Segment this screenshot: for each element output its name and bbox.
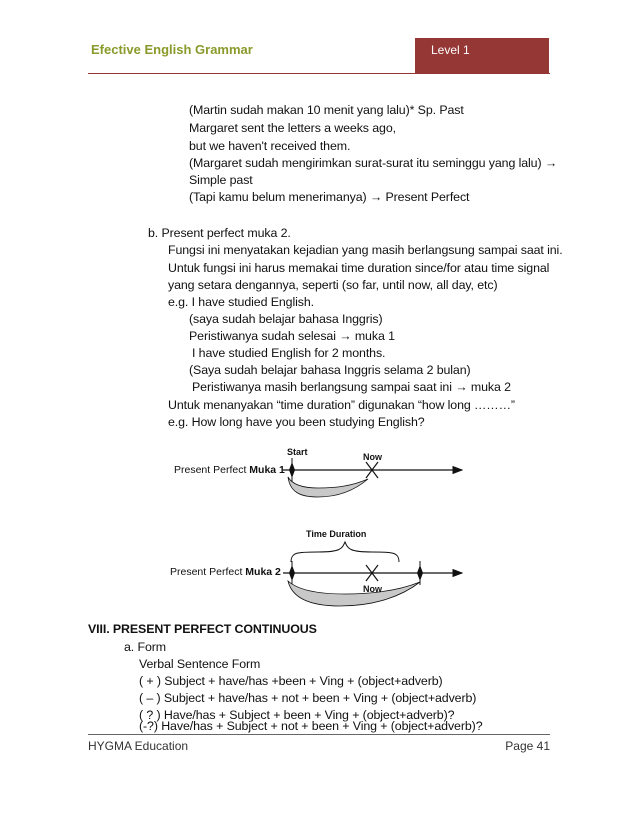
text-line: (Saya sudah belajar bahasa Inggris selama 2 bulan): [189, 363, 471, 377]
text-line: e.g. How long have you been studying English?: [168, 415, 425, 429]
now-label: Now: [363, 452, 382, 462]
formula-line: ( ? ) Have/has + Subject + been + Ving + (object+adverb)?: [139, 708, 455, 722]
now-label: Now: [363, 584, 382, 594]
section-heading: VIII. PRESENT PERFECT CONTINUOUS: [88, 622, 317, 636]
text-line: Margaret sent the letters a weeks ago,: [189, 121, 396, 135]
diagram-label-muka-2: Present Perfect Muka 2: [170, 566, 281, 578]
text-line: I have studied English for 2 months.: [192, 346, 386, 360]
text-line: Simple past: [189, 173, 253, 187]
diagram-label-muka-1: Present Perfect Muka 1: [174, 464, 285, 476]
subsection-heading: a. Form: [124, 640, 166, 654]
text-line: yang setara dengannya, seperti (so far, until now, all day, etc): [168, 278, 498, 292]
duration-arc: [288, 477, 368, 497]
text-line: Untuk menanyakan “time duration” digunakan “how long ………”: [168, 398, 515, 412]
timeline-muka-1: [283, 458, 462, 497]
text-line: (Tapi kamu belum menerimanya) → Present Perfect: [189, 190, 470, 204]
page-number: Page 41: [505, 739, 550, 753]
text-line: Fungsi ini menyatakan kejadian yang masih berlangsung sampai saat ini.: [168, 243, 563, 257]
text-line: (Margaret sudah mengirimkan surat-surat itu seminggu yang lalu) →: [189, 156, 558, 170]
text-line: Peristiwanya sudah selesai → muka 1: [189, 329, 395, 343]
text-line: Verbal Sentence Form: [139, 657, 261, 671]
header-title: Efective English Grammar: [91, 42, 253, 57]
timeline-muka-2: [283, 542, 462, 606]
text-line: Untuk fungsi ini harus memakai time duration since/for atau time signal: [168, 261, 550, 275]
footer-divider: [88, 734, 550, 735]
formula-line: ( + ) Subject + have/has +been + Ving + (object+adverb): [139, 674, 443, 688]
start-label: Start: [287, 447, 308, 457]
text-line: e.g. I have studied English.: [168, 295, 314, 309]
text-line: (saya sudah belajar bahasa Inggris): [189, 312, 383, 326]
subsection-heading: b. Present perfect muka 2.: [148, 226, 291, 240]
time-duration-label: Time Duration: [306, 529, 367, 539]
footer-left: HYGMA Education: [88, 739, 189, 753]
text-line: Peristiwanya masih berlangsung sampai saat ini → muka 2: [192, 380, 511, 394]
level-label: Level 1: [431, 43, 470, 57]
formula-line: (-?) Have/has + Subject + not + been + Ving + (object+adverb)?: [139, 719, 483, 733]
text-line: (Martin sudah makan 10 menit yang lalu)* Sp. Past: [189, 103, 464, 117]
duration-arc: [288, 581, 420, 606]
duration-brace: [291, 542, 399, 562]
formula-line: ( – ) Subject + have/has + not + been + Ving + (object+adverb): [139, 691, 477, 705]
text-line: but we haven't received them.: [189, 139, 351, 153]
